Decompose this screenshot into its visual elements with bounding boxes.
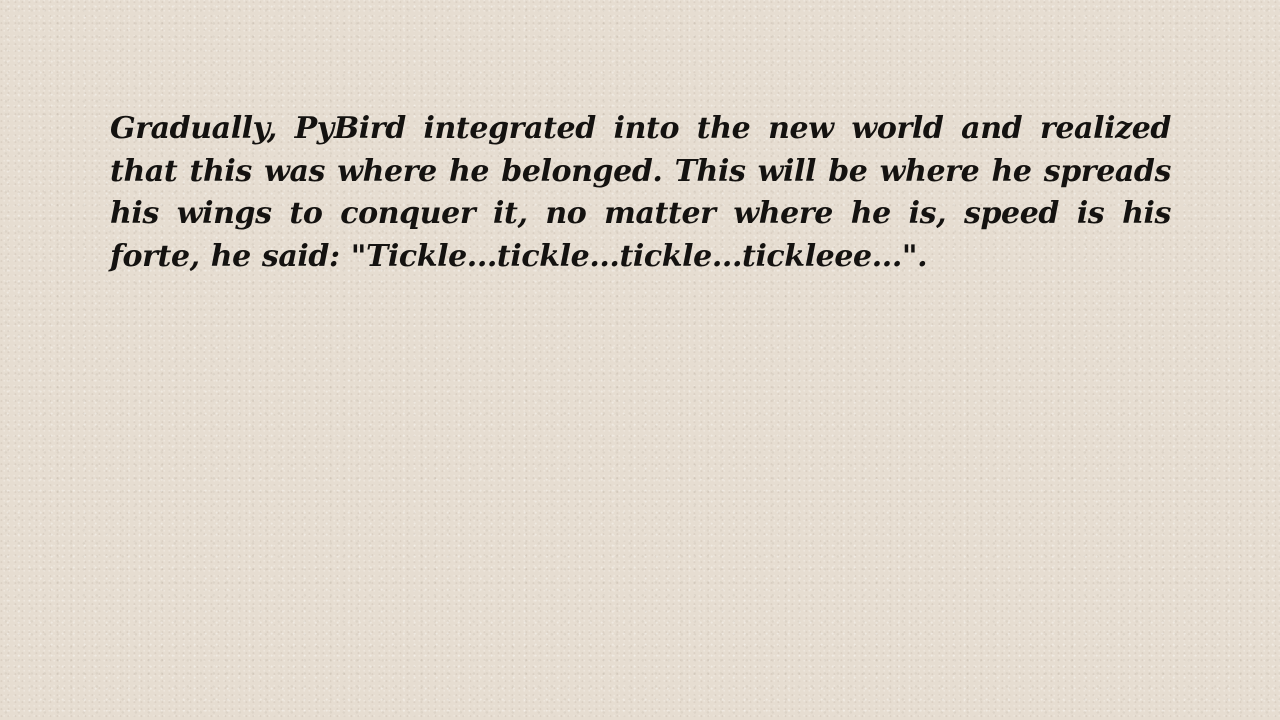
story-paragraph: Gradually, PyBird integrated into the new world and realized that this was where he belonged. This will be where he spreads his wings to conquer it, no matter where he is, speed is his forte, he said: "Tickle...tickle...tickle...tickleee...". xyxy=(110,111,1171,274)
